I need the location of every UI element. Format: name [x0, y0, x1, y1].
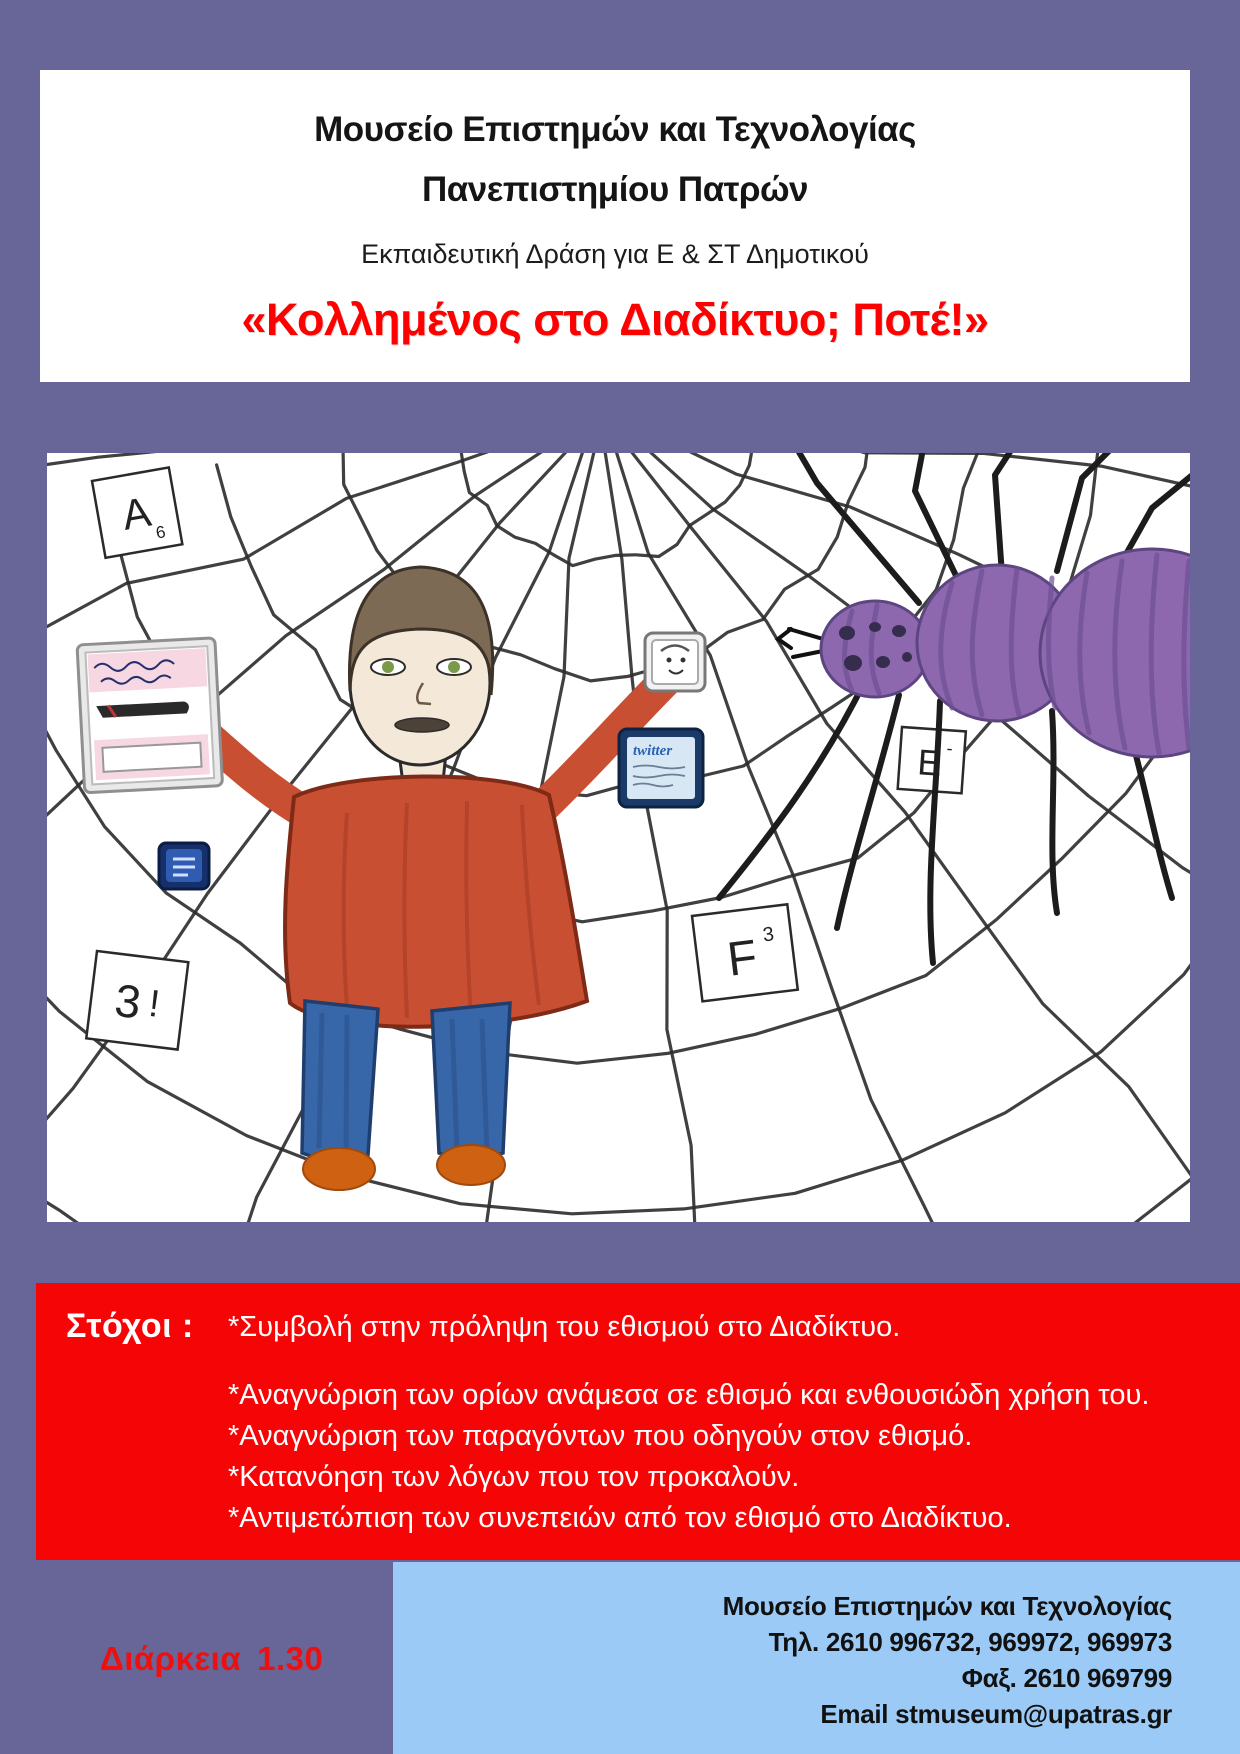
- spider-leg: [719, 681, 865, 898]
- person-left-leg: [302, 1001, 378, 1160]
- left-iris: [382, 661, 394, 673]
- svg-text:E: E: [916, 741, 944, 784]
- objectives-label: Στόχοι :: [66, 1307, 194, 1345]
- svg-text:!: !: [146, 982, 163, 1026]
- poster-header: [40, 70, 1190, 382]
- objective-item: *Αντιμετώπιση των συνεπειών από τον εθισμό στο Διαδίκτυο.: [228, 1502, 1012, 1534]
- objective-item: *Αναγνώριση των ορίων ανάμεσα σε εθισμό και ενθουσιώδη χρήση του.: [228, 1379, 1150, 1411]
- contact-email: Email stmuseum@upatras.gr: [820, 1699, 1172, 1729]
- svg-text:A: A: [118, 487, 155, 539]
- contact-name: Μουσείο Επιστημών και Τεχνολογίας: [722, 1591, 1172, 1621]
- objective-item: *Κατανόηση των λόγων που τον προκαλούν.: [228, 1461, 800, 1493]
- duration-value: 1.30: [257, 1640, 324, 1677]
- svg-text:-: -: [945, 738, 954, 759]
- slogan-title: «Κολλημένος στο Διαδίκτυο; Ποτέ!»: [241, 294, 989, 345]
- contact-fax: Φαξ. 2610 969799: [961, 1663, 1172, 1693]
- person-right-leg: [432, 1003, 510, 1159]
- spider-leg: [837, 695, 899, 928]
- museum-title: Μουσείο Επιστημών και Τεχνολογίας: [314, 110, 916, 149]
- cube-device: [159, 843, 209, 889]
- svg-text:F: F: [724, 930, 761, 987]
- duration-text: [100, 1640, 323, 1678]
- tablet-device: [619, 729, 703, 807]
- duration-label: Διάρκεια: [100, 1640, 242, 1677]
- spider-leg: [915, 453, 962, 588]
- paper-note-e: [898, 727, 966, 793]
- person-left-shoe: [303, 1148, 375, 1190]
- web-illustration: [47, 453, 1190, 1222]
- illustration-panel: [47, 453, 1190, 1222]
- person-sweater: [285, 776, 587, 1026]
- svg-text:3: 3: [761, 923, 776, 947]
- spider-leg: [1052, 711, 1057, 913]
- university-title: Πανεπιστημίου Πατρών: [421, 170, 809, 209]
- svg-text:3: 3: [112, 973, 144, 1029]
- svg-text:6: 6: [154, 522, 168, 543]
- activity-subtitle: Εκπαιδευτική Δράση για Ε & ΣΤ Δημοτικού: [361, 239, 869, 269]
- paper-note-3: [86, 951, 188, 1050]
- objective-item: *Αναγνώριση των παραγόντων που οδηγούν στον εθισμό.: [228, 1420, 973, 1452]
- objectives-panel: [36, 1283, 1240, 1560]
- spider-leg: [995, 453, 1032, 575]
- person-right-shoe: [437, 1145, 505, 1185]
- camera-device: [645, 633, 705, 691]
- person-mouth: [395, 718, 449, 732]
- paper-note-f: [692, 904, 798, 1001]
- contact-panel: [393, 1562, 1240, 1754]
- tablet-label: twitter: [633, 743, 673, 759]
- phone-device: [77, 638, 223, 793]
- paper-note-a: [92, 467, 182, 557]
- objective-item: *Συμβολή στην πρόληψη του εθισμού στο Διαδίκτυο.: [228, 1311, 901, 1343]
- contact-phone: Τηλ. 2610 996732, 969972, 969973: [768, 1627, 1172, 1657]
- objectives-list: [228, 1307, 1149, 1560]
- right-iris: [448, 661, 460, 673]
